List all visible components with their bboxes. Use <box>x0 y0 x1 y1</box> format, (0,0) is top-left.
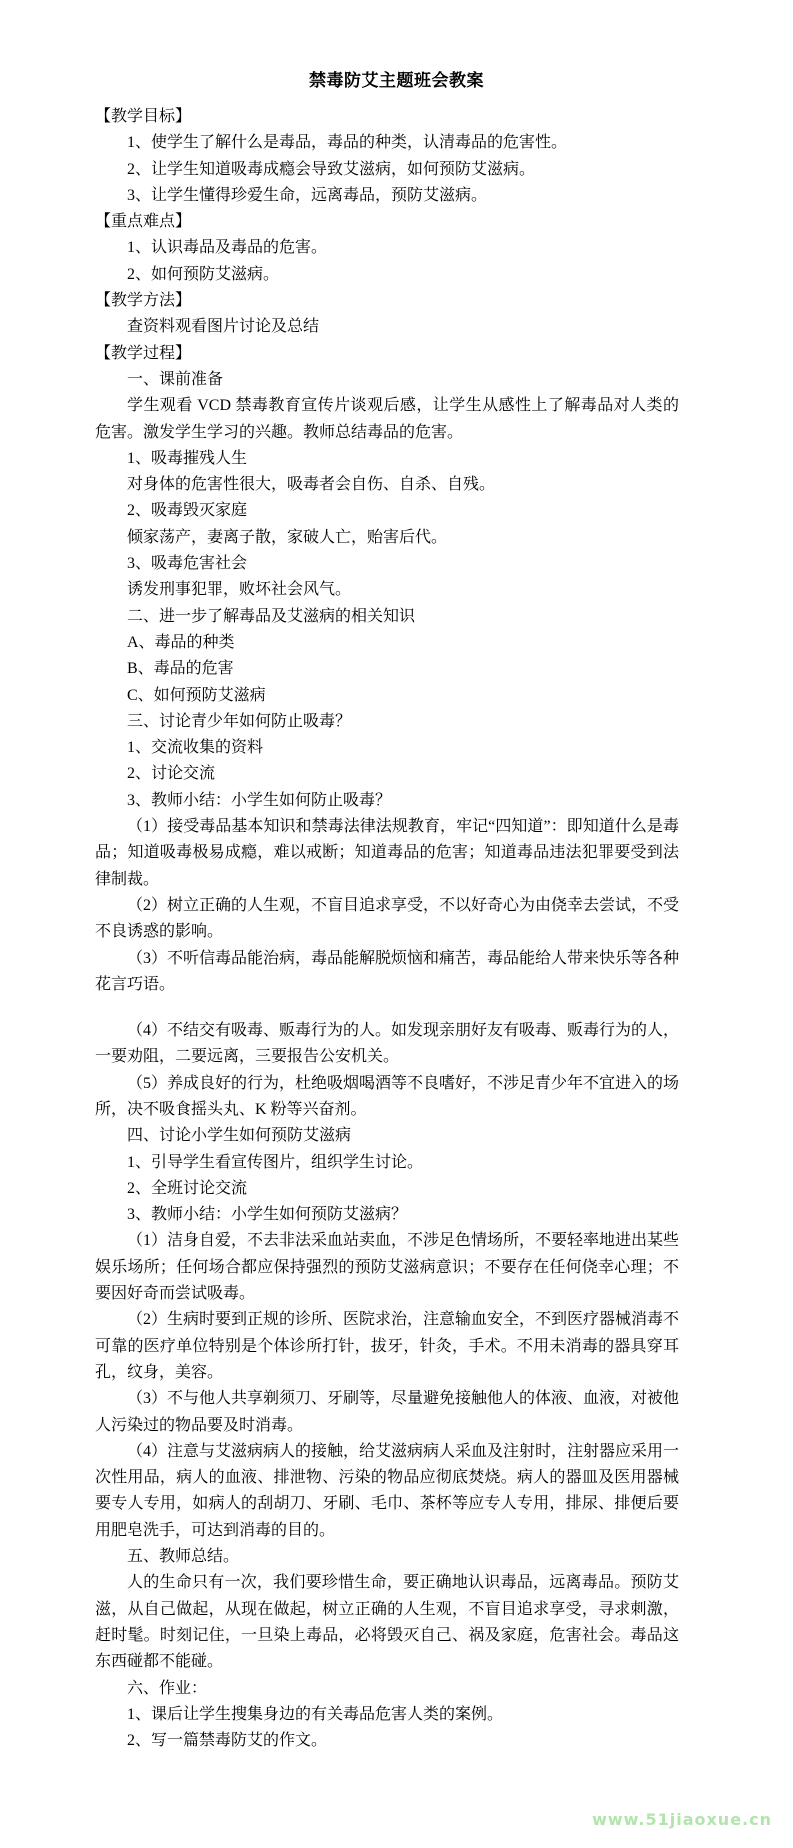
section-header: 【教学目标】 <box>95 108 192 125</box>
paragraph: （4）不结交有吸毒、贩毒行为的人。如发现亲朋好友有吸毒、贩毒行为的人，一要劝阻，二要远离，三要报告公安机关。 <box>95 1022 680 1066</box>
paragraph: 2、让学生知道吸毒成瘾会导致艾滋病，如何预防艾滋病。 <box>127 160 536 178</box>
watermark: www.51jiaoxue.cn <box>592 1810 772 1829</box>
paragraph: 1、课后让学生搜集身边的有关毒品危害人类的案例。 <box>127 1705 504 1723</box>
paragraph: 1、交流收集的资料 <box>127 739 264 757</box>
paragraph: 2、写一篇禁毒防艾的作文。 <box>127 1732 328 1750</box>
paragraph: 五、教师总结。 <box>127 1548 240 1566</box>
paragraph: 1、吸毒摧残人生 <box>127 449 248 467</box>
blank-line <box>95 998 679 1018</box>
paragraph: 3、教师小结：小学生如何预防艾滋病？ <box>127 1206 408 1224</box>
paragraph: 2、讨论交流 <box>127 765 216 783</box>
document-body <box>95 104 679 1754</box>
section-header: 【重点难点】 <box>95 213 192 231</box>
paragraph: 人的生命只有一次，我们要珍惜生命，要正确地认识毒品，远离毒品。预防艾滋，从自己做起，从现在做起，树立正确的人生观，不盲目追求享受，寻求刺激，赶时髦。时刻记住，一旦染上毒品，必将毁灭自己、祸及家庭，危害社会。毒品这东西碰都不能碰。 <box>95 1574 679 1671</box>
paragraph: 学生观看 VCD 禁毒教育宣传片谈观后感，让学生从感性上了解毒品对人类的危害。激发学生学习的兴趣。教师总结毒品的危害。 <box>95 397 679 441</box>
paragraph: 四、讨论小学生如何预防艾滋病 <box>127 1127 352 1145</box>
paragraph: （5）养成良好的行为，杜绝吸烟喝酒等不良嗜好，不涉足青少年不宜进入的场所，决不吸食摇头丸、K 粉等兴奋剂。 <box>95 1074 680 1118</box>
section-header: 【教学过程】 <box>95 344 192 362</box>
paragraph: 对身体的危害性很大，吸毒者会自伤、自杀、自残。 <box>127 476 496 494</box>
paragraph: 诱发刑事犯罪，败坏社会风气。 <box>127 581 352 599</box>
paragraph: （3）不与他人共享剃须刀、牙刷等，尽量避免接触他人的体液、血液，对被他人污染过的物品要及时消毒。 <box>95 1390 680 1434</box>
paragraph: 一、课前准备 <box>127 370 224 388</box>
paragraph: （3）不听信毒品能治病，毒品能解脱烦恼和痛苦，毒品能给人带来快乐等各种花言巧语。 <box>95 949 680 993</box>
paragraph: （2）生病时要到正规的诊所、医院求治，注意输血安全，不到医疗器械消毒不可靠的医疗单位特别是个体诊所打针，拔牙，针灸，手术。不用未消毒的器具穿耳孔，纹身，美容。 <box>95 1311 680 1381</box>
paragraph: （1）接受毒品基本知识和禁毒法律法规教育，牢记“四知道”：即知道什么是毒品；知道吸毒极易成瘾，难以戒断；知道毒品的危害；知道毒品违法犯罪要受到法律制裁。 <box>95 818 679 888</box>
paragraph: 3、让学生懂得珍爱生命，远离毒品，预防艾滋病。 <box>127 186 488 204</box>
section-header: 【教学方法】 <box>95 292 192 310</box>
paragraph: 1、使学生了解什么是毒品，毒品的种类，认清毒品的危害性。 <box>127 134 568 152</box>
paragraph: C、如何预防艾滋病 <box>127 686 266 704</box>
paragraph: 查资料观看图片讨论及总结 <box>127 318 320 336</box>
paragraph: 2、吸毒毁灭家庭 <box>127 502 248 520</box>
paragraph: 3、吸毒危害社会 <box>127 555 248 573</box>
paragraph: 三、讨论青少年如何防止吸毒？ <box>127 712 352 730</box>
paragraph: 二、进一步了解毒品及艾滋病的相关知识 <box>127 607 416 625</box>
paragraph: （4）注意与艾滋病病人的接触，给艾滋病病人采血及注射时，注射器应采用一次性用品，病人的血液、排泄物、污染的物品应彻底焚烧。病人的器皿及医用器械要专人专用，如病人的刮胡刀、牙刷、毛巾、茶杯等应专人专用，排尿、排便后要用肥皂洗手，可达到消毒的目的。 <box>95 1442 680 1539</box>
page-title: 禁毒防艾主题班会教案 <box>309 71 484 90</box>
paragraph: A、毒品的种类 <box>127 633 235 651</box>
paragraph: 2、如何预防艾滋病。 <box>127 265 280 283</box>
paragraph: 1、引导学生看宣传图片，组织学生讨论。 <box>127 1153 424 1171</box>
paragraph: （2）树立正确的人生观，不盲目追求享受，不以好奇心为由侥幸去尝试，不受不良诱惑的影响。 <box>95 896 680 941</box>
paragraph: B、毒品的危害 <box>127 660 234 678</box>
paragraph: （1）洁身自爱，不去非法采血站卖血，不涉足色情场所，不要轻率地进出某些娱乐场所；任何场合都应保持强烈的预防艾滋病意识；不要存在任何侥幸心理；不要因好奇而尝试吸毒。 <box>95 1232 680 1303</box>
paragraph: 2、全班讨论交流 <box>127 1179 248 1197</box>
paragraph: 倾家荡产，妻离子散，家破人亡，贻害后代。 <box>127 528 448 546</box>
paragraph: 六、作业： <box>127 1679 208 1697</box>
paragraph: 3、教师小结：小学生如何防止吸毒？ <box>127 791 392 809</box>
paragraph: 1、认识毒品及毒品的危害。 <box>127 239 328 257</box>
